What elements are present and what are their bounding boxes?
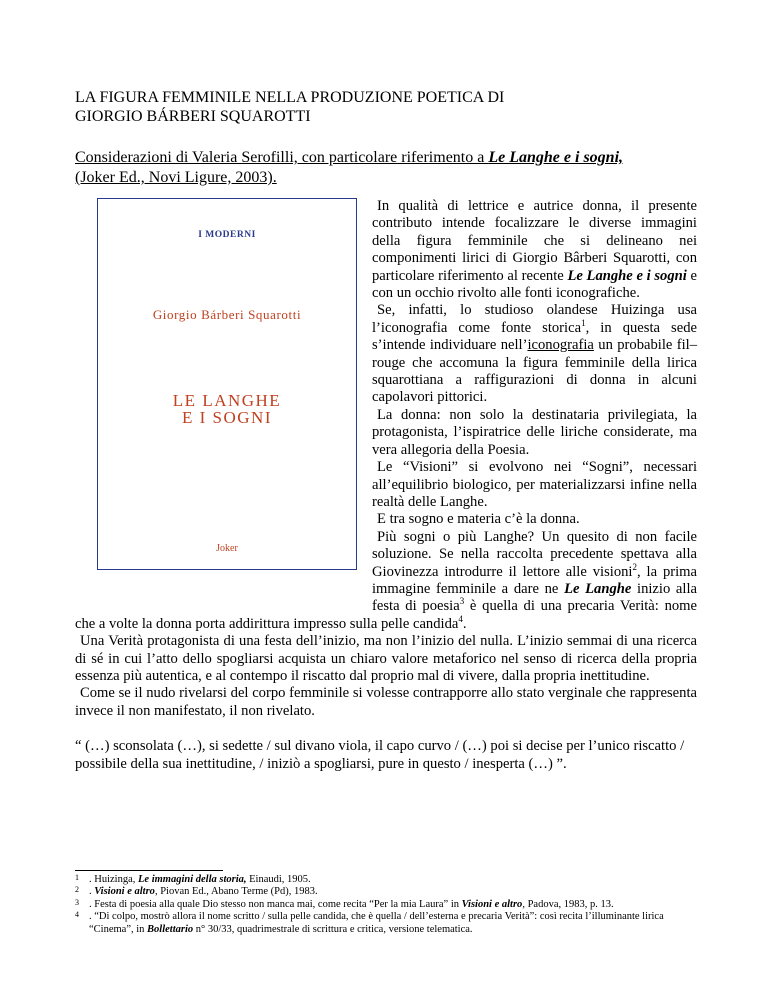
footnote-ref[interactable]: 2 (632, 561, 637, 572)
footnote-4: 4 . “Di colpo, mostrò allora il nome scritto / sulla pelle candida, che è quella / dell’esterna e precaria Verità”: così recita l’illuminante lirica “Cinema”, in Bollettario n° 30/33, quadrimestrale di scrittura e critica, versione telematica. (75, 910, 664, 935)
page-title (75, 88, 504, 126)
subtitle-pre: Considerazioni di Valeria Serofilli, con particolare riferimento a (75, 149, 489, 166)
cover-author: Giorgio Bárberi Squarotti (152, 307, 302, 323)
paragraph: E tra sogno e materia c’è la donna. (377, 511, 580, 528)
cover-title-line-1: LE LANGHE (172, 390, 282, 410)
footnote-ref[interactable]: 4 (458, 613, 463, 624)
footnote-ref[interactable]: 1 (581, 317, 586, 328)
book-title-ref: Le Langhe e i sogni (567, 267, 687, 284)
paragraph: Se, infatti, lo studioso olandese Huizinga usa l’iconografia come fonte storica$^1$, in questa sede s’intende individuare nell’iconografia un probabile fil–rouge che accomuna la figura femminile della lirica squarottiana a raffigurazioni di donna in alcuni capolavori pittorici. (372, 302, 697, 406)
subtitle (75, 148, 700, 188)
cover-series: I MODERNI (198, 230, 256, 240)
footnote-1: 1 . Huizinga, Le immagini della storia, Einaudi, 1905. (75, 873, 311, 885)
cover-publisher: Joker (216, 542, 238, 554)
paragraph: Più sogni o più Langhe? Un quesito di non facile soluzione. Se nella raccolta precedente spettava alla Giovinezza introdurre il lettore alle visioni$^2$, la prima immagine femminile a dare ne Le Langhe inizio alla festa di poesia$^3$ è quella di una precaria Verità: nome che a volte la donna porta addirittura impresso sulla pelle candida$^4$. (75, 528, 698, 632)
paragraph: Una Verità protagonista di una festa dell’inizio, ma non l’inizio del nulla. L’inizio semmai di una ricerca di sé in cui l’atto dello spogliarsi acquista un chiaro valore metaforico nel senso di ricerca della propria essenza più autentica, e al contempo il riscatto dal proprio mal di vivere, dalla propria inettitudine. (75, 633, 697, 684)
cover-title-line-2: E I SOGNI (182, 407, 272, 427)
footnote-3: 3 . Festa di poesia alla quale Dio stesso non manca mai, come recita “Per la mia Laura” in Visioni e altro, Padova, 1983, p. 13. (75, 897, 614, 910)
iconografia-link[interactable]: iconografia (527, 337, 594, 354)
poem-quote: “ (…) sconsolata (…), si sedette / sul divano viola, il capo curvo / (…) poi si decise per l’unico riscatto / possibile della sua inettitudine, / iniziò a spogliarsi, pure in questo / inesperta (…) ”. (75, 738, 685, 772)
title-line-2: GIORGIO BÁRBERI SQUAROTTI (75, 108, 311, 125)
footnote-2: 2 . Visioni e altro, Piovan Ed., Abano Terme (Pd), 1983. (75, 885, 318, 898)
subtitle-book-title: Le Langhe e i sogni, (488, 149, 624, 166)
title-line-1: LA FIGURA FEMMINILE NELLA PRODUZIONE POETICA DI (75, 89, 505, 106)
body-text (75, 198, 697, 773)
paragraph: La donna: non solo la destinataria privilegiata, la protagonista, l’ispiratrice delle liriche considerate, ma vera allegoria della Poesia. (372, 406, 697, 458)
paragraph: In qualità di lettrice e autrice donna, il presente contributo intende focalizzare le diverse immagini della figura femminile che si delineano nei componimenti lirici di Giorgio Bârberi Squarotti, con particolare riferimento al recente Le Langhe e i sogni e con un occhio rivolto alle fonti iconografiche. (372, 198, 697, 302)
footnote-ref[interactable]: 3 (459, 596, 465, 607)
footnote-divider (75, 870, 223, 871)
paragraph: Come se il nudo rivelarsi del corpo femminile si volesse contrapporre allo stato verginale che rappresenta invece il non manifestato, il non rivelato. (75, 685, 697, 719)
footnotes (75, 870, 700, 936)
subtitle-post: (Joker Ed., Novi Ligure, 2003). (75, 169, 277, 186)
paragraph: Le “Visioni” si evolvono nei “Sogni”, necessari all’equilibrio biologico, per materializzarsi infine nella realtà delle Langhe. (372, 459, 697, 510)
book-title-ref: Le Langhe (564, 580, 632, 597)
